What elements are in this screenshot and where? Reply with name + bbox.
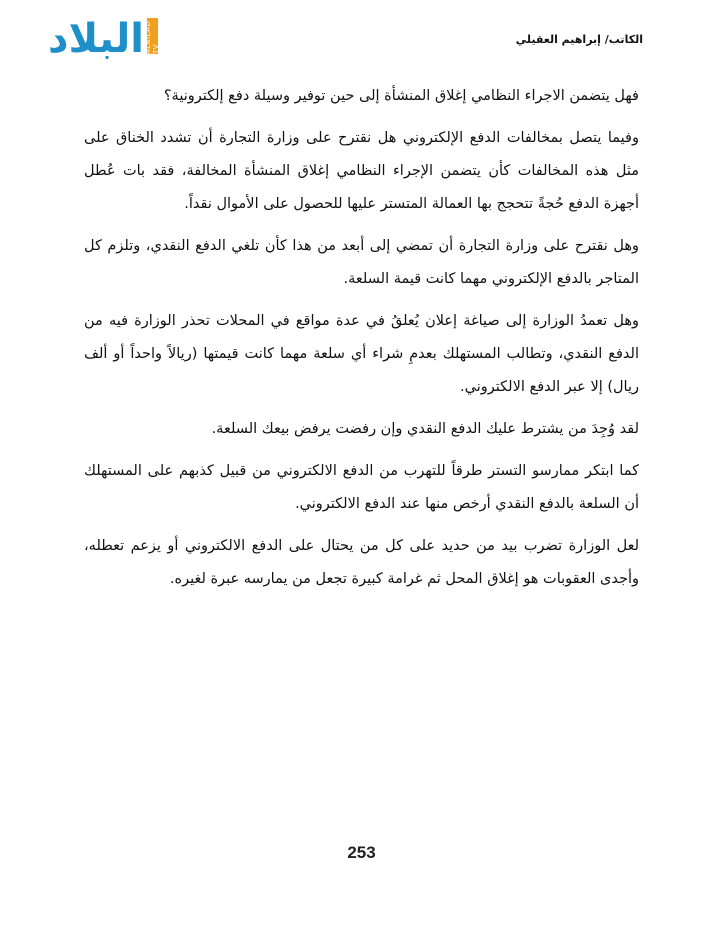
paragraph-6: كما ابتكر ممارسو التستر طرقاً للتهرب من الدفع الالكتروني من قبيل كذبهم على المستهلك أن السلعة بالدفع النقدي أرخص منها عند الدفع الالكتروني.: [84, 463, 639, 512]
paragraph-7: لعل الوزارة تضرب بيد من حديد على كل من يحتال على الدفع الالكتروني أو يزعم تعطله، وأجدى العقوبات هو إغلاق المحل ثم غرامة كبيرة تجعل من يمارسه عبرة لغيره.: [84, 538, 639, 587]
article-body: [84, 80, 639, 605]
logo-tv-tag: [144, 18, 161, 54]
paragraph-2: وفيما يتصل بمخالفات الدفع الإلكتروني هل نقترح على وزارة التجارة أن تشدد الخناق على مثل هذه المخالفات كأن يتضمن الإجراء النظامي إغلاق المنشأة المخالفة، فقد بات عُطل أجهزة الدفع حُجةً تتحجج بها العمالة المتستر عليها للحصول على الأموال نقداً.: [84, 130, 639, 212]
page-number: 253: [347, 843, 376, 862]
albilad-logo: [48, 14, 161, 64]
logo-tv-tag-text: ALBILAD TV: [144, 20, 161, 54]
logo-wordmark: البلاد: [48, 16, 144, 62]
paragraph-4: وهل تعمدُ الوزارة إلى صياغة إعلان يُعلقُ في عدة مواقع في المحلات تحذر الوزارة فيه من الدفع النقدي، وتطالب المستهلك بعدمِ شراء أي سلعة مهما كانت قيمتها (ريالاً واحداً أو ألف ريال) إلا عبر الدفع الالكتروني.: [84, 313, 639, 395]
author-byline: الكاتب/ إبراهيم العقيلي: [515, 33, 643, 46]
paragraph-1: فهل يتضمن الاجراء النظامي إغلاق المنشأة إلى حين توفير وسيلة دفع إلكترونية؟: [163, 88, 639, 104]
paragraph-3: وهل نقترح على وزارة التجارة أن تمضي إلى أبعد من هذا كأن تلغي الدفع النقدي، وتلزم كل المتاجر بالدفع الإلكتروني مهما كانت قيمة السلعة.: [84, 238, 639, 287]
paragraph-5: لقد وُجِدَ من يشترط عليك الدفع النقدي وإن رفضت يرفض بيعك السلعة.: [211, 421, 639, 437]
